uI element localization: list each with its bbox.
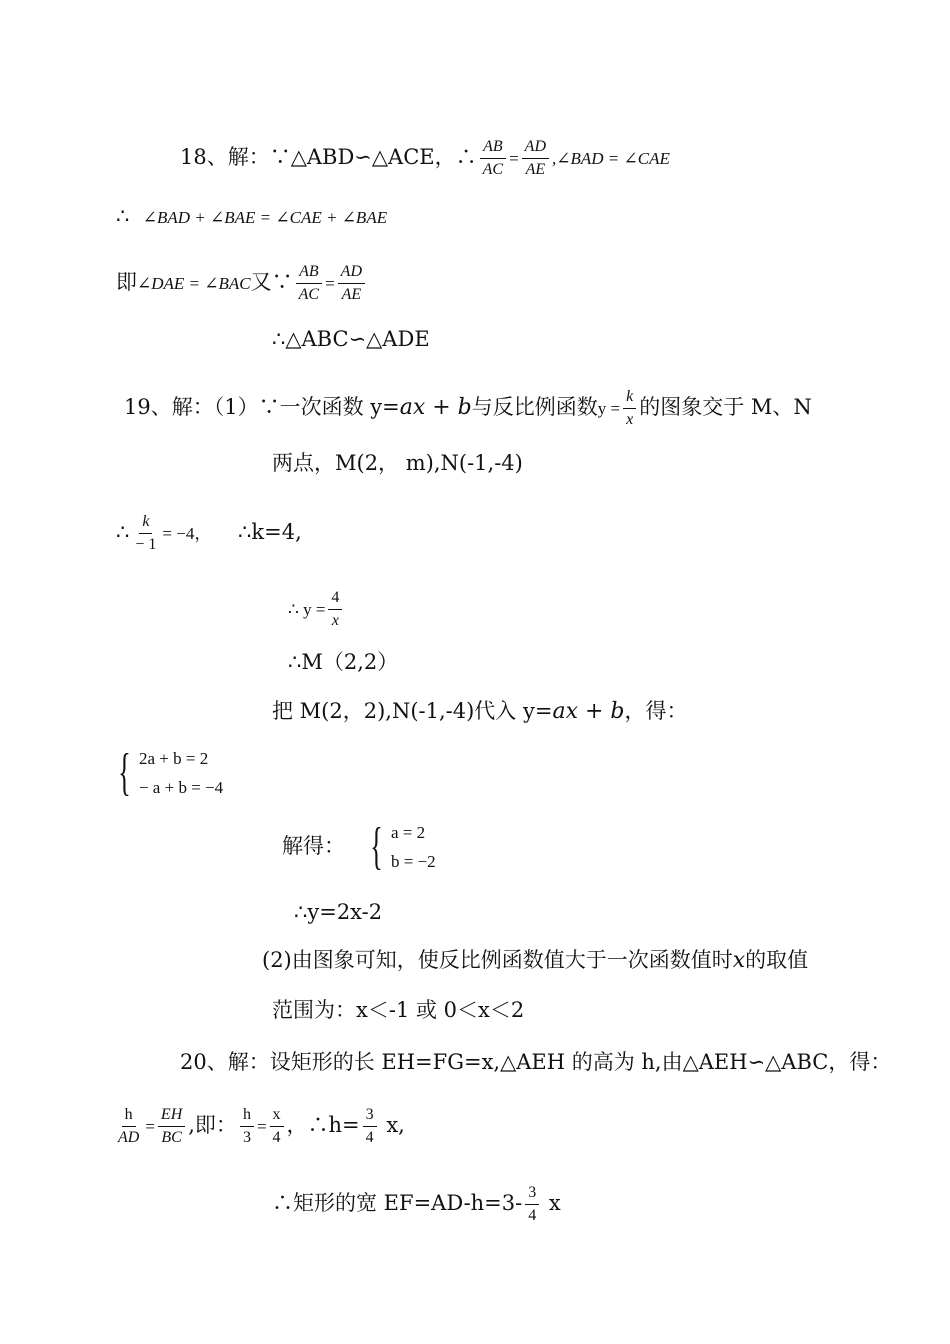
q19-line1: 19、解：（1）∵一次函数 y=ax + b与反比例函数y = $\frac{k}{x}$ 的图象交于 M、N <box>124 386 812 431</box>
q20-line1: 20、解：设矩形的长 EH=FG=x,△AEH 的高为 h,由△AEH∽△ABC，得： <box>180 1050 892 1074</box>
fraction-ab-ac-2: $\frac{AB}{AC}$ <box>296 261 322 306</box>
fraction-4-x: $\frac{4}{x}$ <box>328 587 342 632</box>
q19-part2-line2: 范围为：x＜-1 或 0＜x＜2 <box>272 998 525 1022</box>
q18-conclusion: ∴△ABC∽△ADE <box>272 327 430 351</box>
q19-line2: 两点，M(2， m),N(-1,-4) <box>272 451 523 475</box>
q18-label: 18、解：∵△ABD∽△ACE，∴ <box>180 145 477 169</box>
equation-system-2: { a = 2 b = −2 <box>370 818 436 875</box>
fraction-ad-ae: $\frac{AD}{AE}$ <box>522 136 549 181</box>
fraction-ad-ae-2: $\frac{AD}{AE}$ <box>338 261 365 306</box>
q18-line1: 18、解：∵△ABD∽△ACE，∴ $\frac{AB}{AC}$ = $\frac{AD}{AE}$ ,∠BAD = ∠CAE <box>180 136 670 181</box>
fraction-k-minus-1: $\frac{k}{- 1}$ <box>135 513 157 553</box>
fraction-3-4-b: $\frac{3}{4}$ <box>525 1182 539 1227</box>
fraction-eh-bc: $\frac{EH}{BC}$ <box>158 1104 185 1149</box>
q19-part2-line1: (2)由图象可知，使反比例函数值大于一次函数值时x的取值 <box>262 948 809 973</box>
q19-result: ∴y=2x-2 <box>294 900 383 924</box>
equation-system-1: { 2a + b = 2 − a + b = −4 <box>118 744 224 801</box>
q19-line3: ∴ $\frac{k}{- 1}$ = −4， ∴k=4, <box>116 511 302 556</box>
fraction-ab-ac: $\frac{AB}{AC}$ <box>480 136 506 181</box>
q19-line5: ∴M（2,2） <box>288 650 399 674</box>
angle-sum: ∠BAD + ∠BAE = ∠CAE + ∠BAE <box>142 208 388 227</box>
q19-line6: 把 M(2，2),N(-1,-4)代入 y=ax + b，得： <box>272 699 688 724</box>
q20-line3: ∴矩形的宽 EF=AD-h=3- $\frac{3}{4}$ x <box>272 1182 561 1227</box>
q18-line2: ∴ ∠BAD + ∠BAE = ∠CAE + ∠BAE <box>116 204 388 228</box>
q19-solve-label: 解得： <box>282 834 345 858</box>
fraction-h-ad: $\frac{h}{AD}$ <box>118 1106 140 1146</box>
fraction-h-3: $\frac{h}{3}$ <box>240 1104 254 1149</box>
fraction-3-4: $\frac{3}{4}$ <box>363 1104 377 1149</box>
q19-line4: ∴ y = $\frac{4}{x}$ <box>288 587 345 632</box>
fraction-x-4: $\frac{x}{4}$ <box>270 1104 284 1149</box>
angle-equality: ,∠BAD = ∠CAE <box>552 149 670 168</box>
fraction-k-x: $\frac{k}{x}$ <box>623 386 636 431</box>
q18-line3: 即∠DAE = ∠BAC又∵ $\frac{AB}{AC}$ = $\frac{AD}{AE}$ <box>116 261 368 306</box>
q20-line2: $\frac{h}{AD}$ = $\frac{EH}{BC}$ ,即： $\frac{h}{3}$ = $\frac{x}{4}$ ，∴h= $\frac{3}{4}$ x, <box>112 1104 405 1149</box>
